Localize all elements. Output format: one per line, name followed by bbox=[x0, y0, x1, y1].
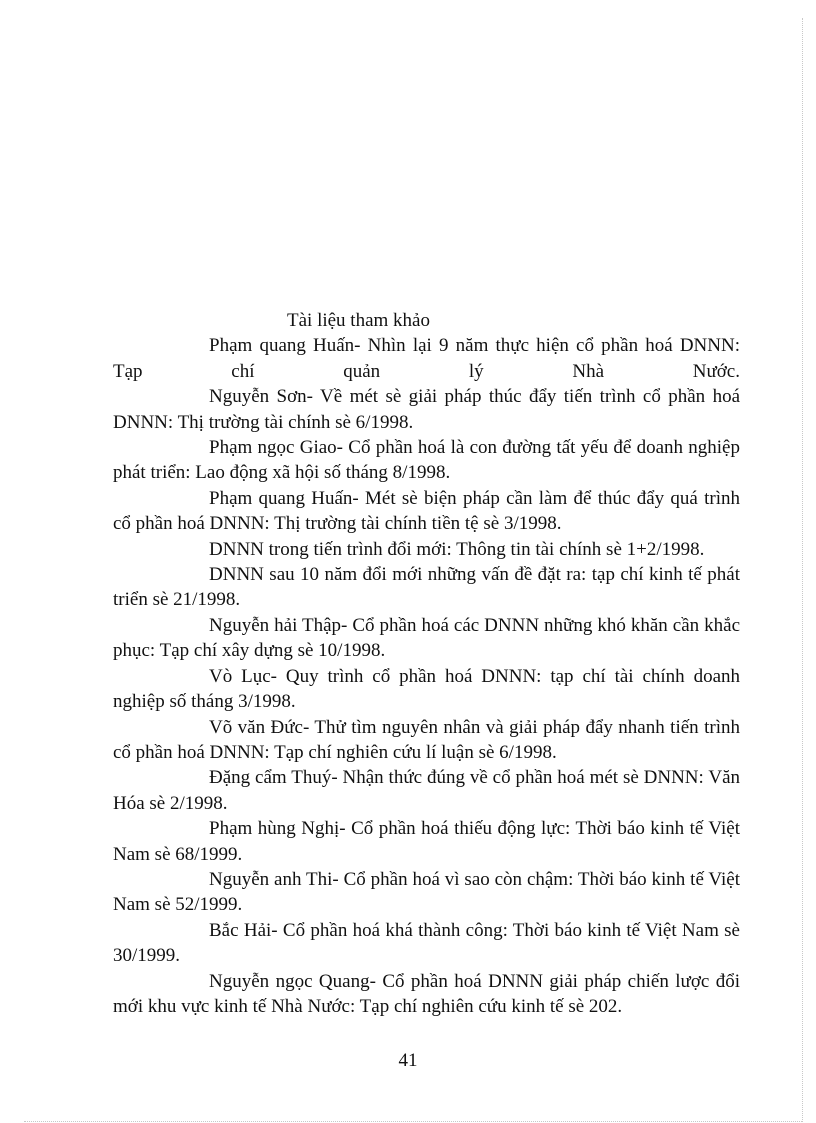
reference-item: Phạm hùng Nghị- Cổ phần hoá thiếu động lực: Thời báo kinh tế Việt Nam sè 68/1999. bbox=[113, 818, 740, 865]
reference-item: Nguyễn hải Thập- Cổ phần hoá các DNNN những khó khăn cần khắc phục: Tạp chí xây dựng sè 10/1998. bbox=[113, 614, 740, 662]
page-border-bottom bbox=[24, 1121, 802, 1122]
reference-item: Vò Lục- Quy trình cổ phần hoá DNNN: tạp chí tài chính doanh nghiệp số tháng 3/1998. bbox=[113, 665, 740, 713]
reference-item: DNNN trong tiến trình đổi mới: Thông tin tài chính sè 1+2/1998. bbox=[209, 538, 705, 560]
references-heading: Tài liệu tham khảo bbox=[287, 310, 430, 331]
page-border-right bbox=[802, 18, 803, 1122]
reference-item: Đặng cẩm Thuý- Nhận thức đúng về cổ phần hoá mét sè DNNN: Văn Hóa sè 2/1998. bbox=[113, 767, 740, 814]
page-number: 41 bbox=[398, 1050, 418, 1071]
reference-item: Bắc Hải- Cổ phần hoá khá thành công: Thời báo kinh tế Việt Nam sè 30/1999. bbox=[113, 919, 740, 967]
reference-item: Nguyễn ngọc Quang- Cổ phần hoá DNNN giải pháp chiến lược đổi mới khu vực kinh tế Nhà Nước: Tạp chí nghiên cứu kinh tế sè 202. bbox=[113, 970, 740, 1017]
reference-item: Võ văn Đức- Thử tìm nguyên nhân và giải pháp đẩy nhanh tiến trình cổ phần hoá DNNN: Tạp chí nghiên cứu lí luận sè 6/1998. bbox=[113, 716, 740, 763]
reference-item: Nguyễn Sơn- Về mét sè giải pháp thúc đẩy tiến trình cổ phần hoá DNNN: Thị trường tài chính sè 6/1998. bbox=[113, 386, 740, 433]
reference-item: Phạm ngọc Giao- Cổ phần hoá là con đường tất yếu để doanh nghiệp phát triển: Lao động xã hội số tháng 8/1998. bbox=[113, 437, 740, 484]
reference-item: Nguyễn anh Thi- Cổ phần hoá vì sao còn chậm: Thời báo kinh tế Việt Nam sè 52/1999. bbox=[113, 868, 740, 916]
references-section bbox=[113, 308, 740, 1019]
reference-item: DNNN sau 10 năm đổi mới những vấn đề đặt ra: tạp chí kinh tế phát triển sè 21/1998. bbox=[113, 564, 740, 611]
reference-item: Phạm quang Huấn- Mét sè biện pháp cần làm để thúc đẩy quá trình cổ phần hoá DNNN: Thị trường tài chính tiền tệ sè 3/1998. bbox=[113, 487, 740, 535]
reference-item: Phạm quang Huấn- Nhìn lại 9 năm thực hiện cổ phần hoá DNNN: Tạp chí quản lý Nhà Nước. bbox=[113, 335, 740, 382]
